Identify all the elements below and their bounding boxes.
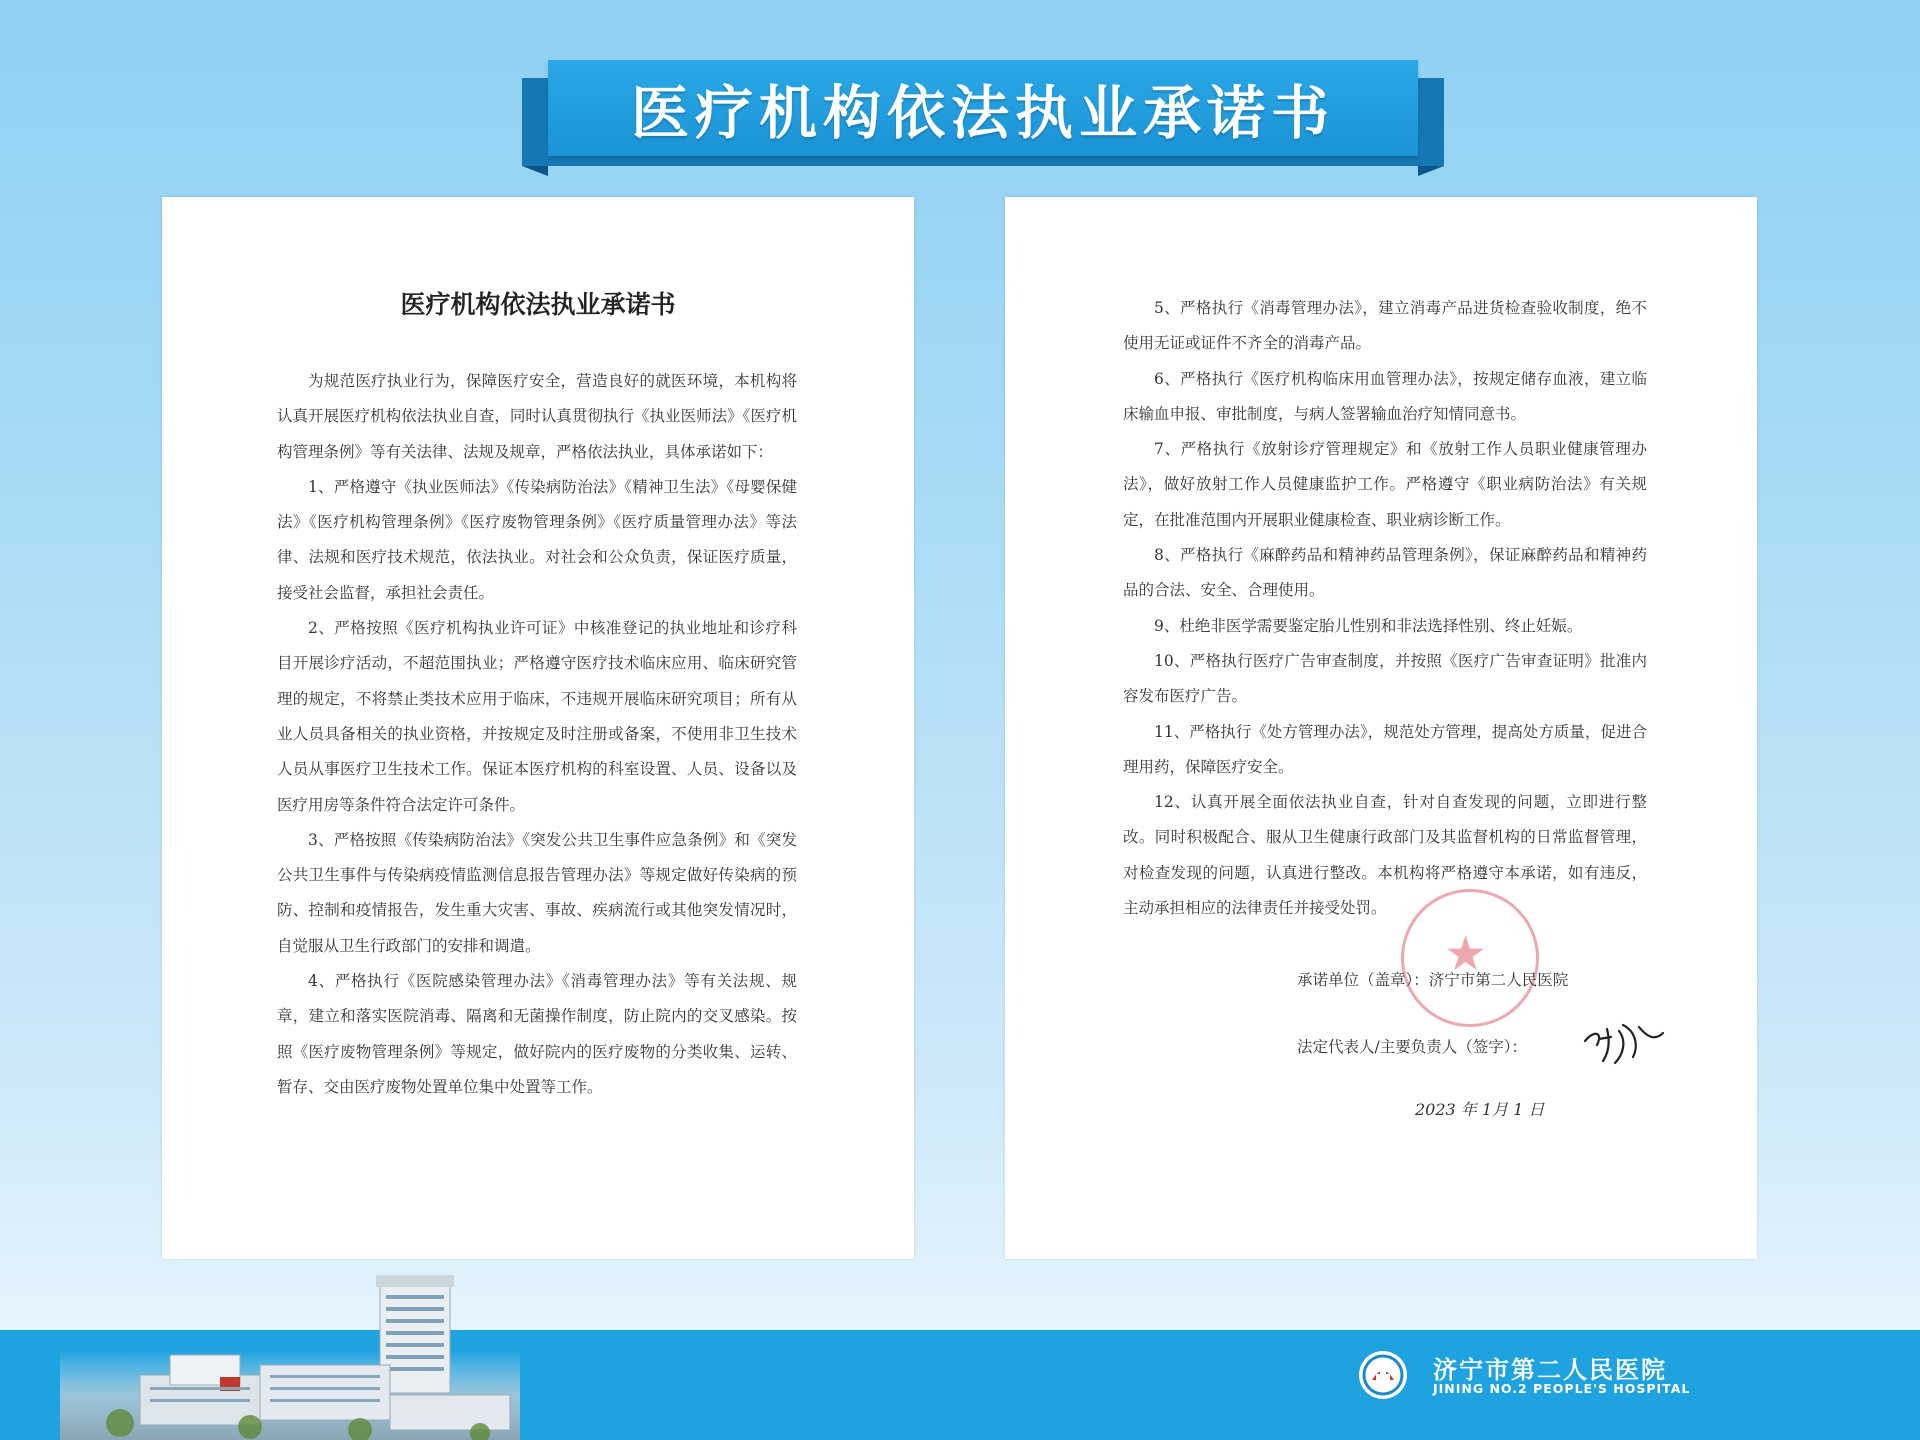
clause-paragraph: 12、认真开展全面依法执业自查，针对自查发现的问题，立即进行整改。同时积极配合、服从卫生健康行政部门及其监督机构的日常监督管理，对检查发现的问题，认真进行整改。本机构将严格遵守本承诺，如有违反，主动承担相应的法律责任并接受处罚。 <box>1123 793 1647 918</box>
official-seal-icon <box>1401 889 1539 1027</box>
hospital-name-cn: 济宁市第二人民医院 <box>1433 1356 1667 1384</box>
clause-paragraph: 2、严格按照《医疗机构执业许可证》中核准登记的执业地址和诊疗科目开展诊疗活动，不超范围执业；严格遵守医疗技术临床应用、临床研究管理的规定，不将禁止类技术应用于临床，不违规开展临床研究项目；所有从业人员具备相关的执业资格，并按规定及时注册或备案，不使用非卫生技术人员从事医疗卫生技术工作。保证本医疗机构的科室设置、人员、设备以及医疗用房等条件符合法定许可条件。 <box>277 619 797 814</box>
left-page-body <box>277 364 797 1105</box>
clause-paragraph: 11、严格执行《处方管理办法》，规范处方管理，提高处方质量，促进合理用药，保障医疗安全。 <box>1123 722 1647 776</box>
clause-paragraph: 6、严格执行《医疗机构临床用血管理办法》，按规定储存血液，建立临床输血申报、审批制度，与病人签署输血治疗知情同意书。 <box>1123 369 1647 423</box>
seal-star-icon: ★ <box>1444 926 1488 982</box>
hospital-logo-icon <box>1358 1350 1408 1400</box>
document-page-left <box>162 197 914 1259</box>
document-title: 医疗机构依法执业承诺书 <box>400 290 676 319</box>
clause-paragraph: 5、严格执行《消毒管理办法》，建立消毒产品进货检查验收制度，绝不使用无证或证件不齐全的消毒产品。 <box>1123 299 1647 353</box>
right-page-body <box>1123 291 1647 926</box>
clause-paragraph: 1、严格遵守《执业医师法》《传染病防治法》《精神卫生法》《母婴保健法》《医疗机构管理条例》《医疗废物管理条例》《医疗质量管理办法》等法律、法规和医疗技术规范，依法执业。对社会和公众负责，保证医疗质量，接受社会监督，承担社会责任。 <box>277 477 797 602</box>
intro-paragraph: 为规范医疗执业行为，保障医疗安全，营造良好的就医环境，本机构将认真开展医疗机构依法执业自查，同时认真贯彻执行《执业医师法》《医疗机构管理条例》等有关法律、法规及规章，严格依法执业，具体承诺如下： <box>277 372 797 461</box>
clause-paragraph: 10、严格执行医疗广告审查制度，并按照《医疗广告审查证明》批准内容发布医疗广告。 <box>1123 651 1647 706</box>
clause-paragraph: 7、严格执行《放射诊疗管理规定》和《放射工作人员职业健康管理办法》，做好放射工作人员健康监护工作。严格遵守《职业病防治法》有关规定，在批准范围内开展职业健康检查、职业病诊断工作。 <box>1123 440 1647 529</box>
clause-paragraph: 9、杜绝非医学需要鉴定胎儿性别和非法选择性别、终止妊娠。 <box>1154 616 1583 635</box>
page-title: 医疗机构依法执业承诺书 <box>630 79 1335 147</box>
header-banner <box>548 60 1418 156</box>
signature-icon <box>1577 1011 1667 1071</box>
representative-line: 法定代表人/主要负责人（签字）： <box>1297 1038 1527 1056</box>
seal-line: 承诺单位（盖章）：济宁市第二人民医院 <box>1297 971 1569 989</box>
document-page-right <box>1005 197 1757 1259</box>
hospital-name-en: JINING NO.2 PEOPLE'S HOSPITAL <box>1433 1381 1691 1396</box>
clause-paragraph: 3、严格按照《传染病防治法》《突发公共卫生事件应急条例》和《突发公共卫生事件与传染病疫情监测信息报告管理办法》等规定做好传染病的预防、控制和疫情报告，发生重大灾害、事故、疾病流行或其他突发情况时，自觉服从卫生行政部门的安排和调遣。 <box>277 830 797 955</box>
clause-paragraph: 8、严格执行《麻醉药品和精神药品管理条例》，保证麻醉药品和精神药品的合法、安全、合理使用。 <box>1123 546 1647 600</box>
clause-paragraph: 4、严格执行《医院感染管理办法》《消毒管理办法》等有关法规、规章，建立和落实医院消毒、隔离和无菌操作制度，防止院内的交叉感染。按照《医疗废物管理条例》等规定，做好院内的医疗废物的分类收集、运转、暂存、交由医疗废物处置单位集中处置等工作。 <box>277 972 797 1096</box>
signing-date: 2023 年 1月 1 日 <box>1415 1100 1545 1119</box>
hospital-building-illustration <box>60 1255 520 1440</box>
